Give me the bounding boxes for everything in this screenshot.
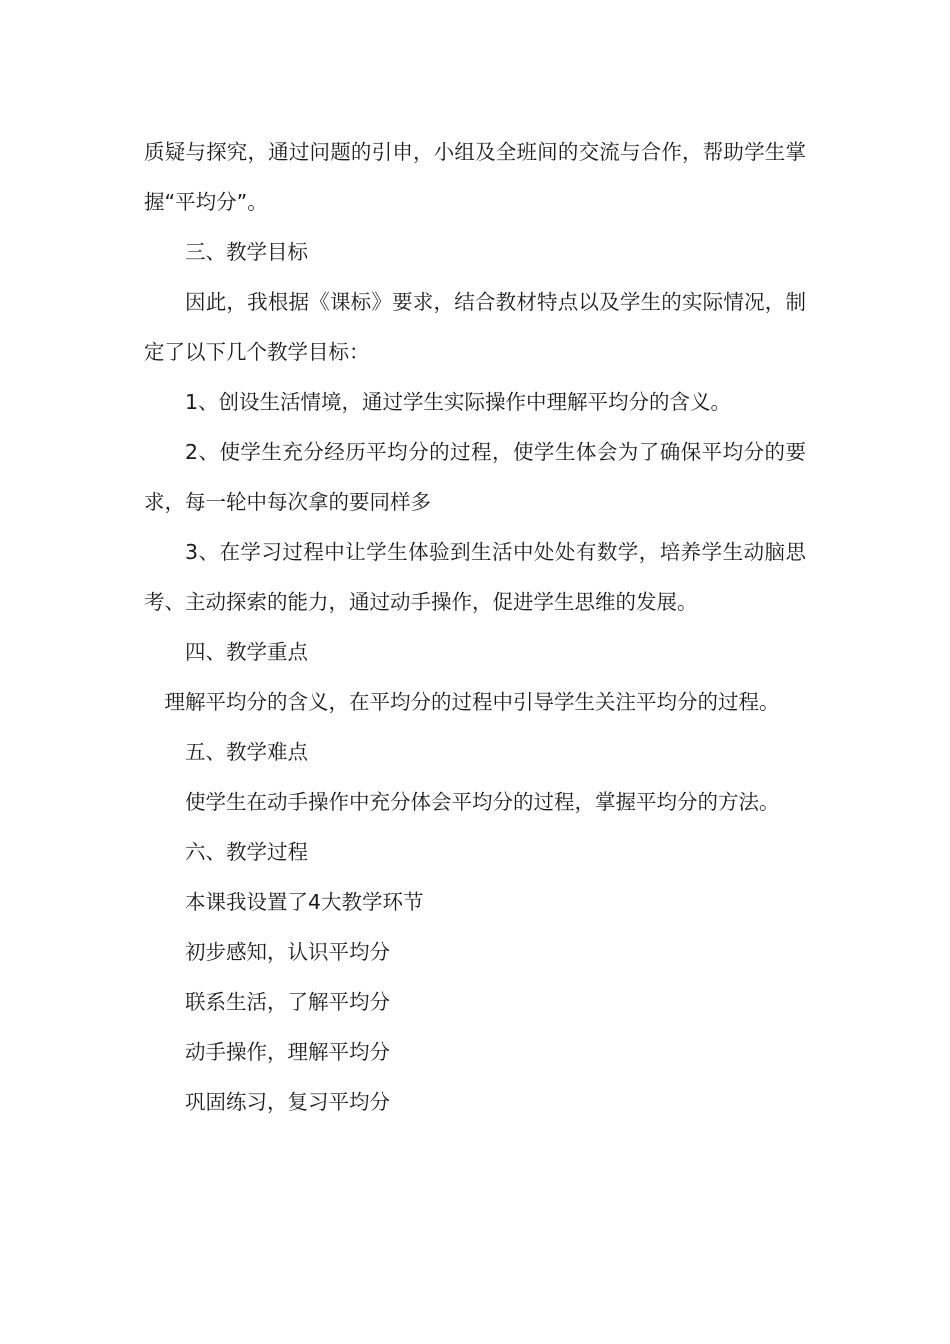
heading-teaching-process: 六、教学过程 [185,840,308,864]
process-step-1: 初步感知，认识平均分 [185,940,390,964]
heading-teaching-objectives: 三、教学目标 [185,240,308,264]
paragraph-process-intro: 本课我设置了4大教学环节 [185,890,424,914]
paragraph-difficulties: 使学生在动手操作中充分体会平均分的过程，掌握平均分的方法。 [185,790,780,814]
paragraph-objectives-intro: 因此，我根据《课标》要求，结合教材特点以及学生的实际情况，制定了以下几个教学目标： [144,290,806,364]
process-step-2: 联系生活，了解平均分 [185,990,390,1014]
objective-item-1: 1、创设生活情境，通过学生实际操作中理解平均分的含义。 [185,390,732,414]
paragraph-key-points: 理解平均分的含义，在平均分的过程中引导学生关注平均分的过程。 [164,690,780,714]
objective-item-3: 3、在学习过程中让学生体验到生活中处处有数学，培养学生动脑思考、主动探索的能力，通过动手操作，促进学生思维的发展。 [144,540,806,614]
objective-item-2: 2、使学生充分经历平均分的过程，使学生体会为了确保平均分的要求，每一轮中每次拿的要同样多 [144,440,806,514]
process-step-4: 巩固练习，复习平均分 [185,1090,390,1114]
heading-teaching-key-points: 四、教学重点 [185,640,308,664]
process-step-3: 动手操作，理解平均分 [185,1040,390,1064]
paragraph-intro-continuation: 质疑与探究，通过问题的引申，小组及全班间的交流与合作，帮助学生掌握“平均分”。 [144,140,806,214]
document-body [144,127,806,1127]
heading-teaching-difficulties: 五、教学难点 [185,740,308,764]
